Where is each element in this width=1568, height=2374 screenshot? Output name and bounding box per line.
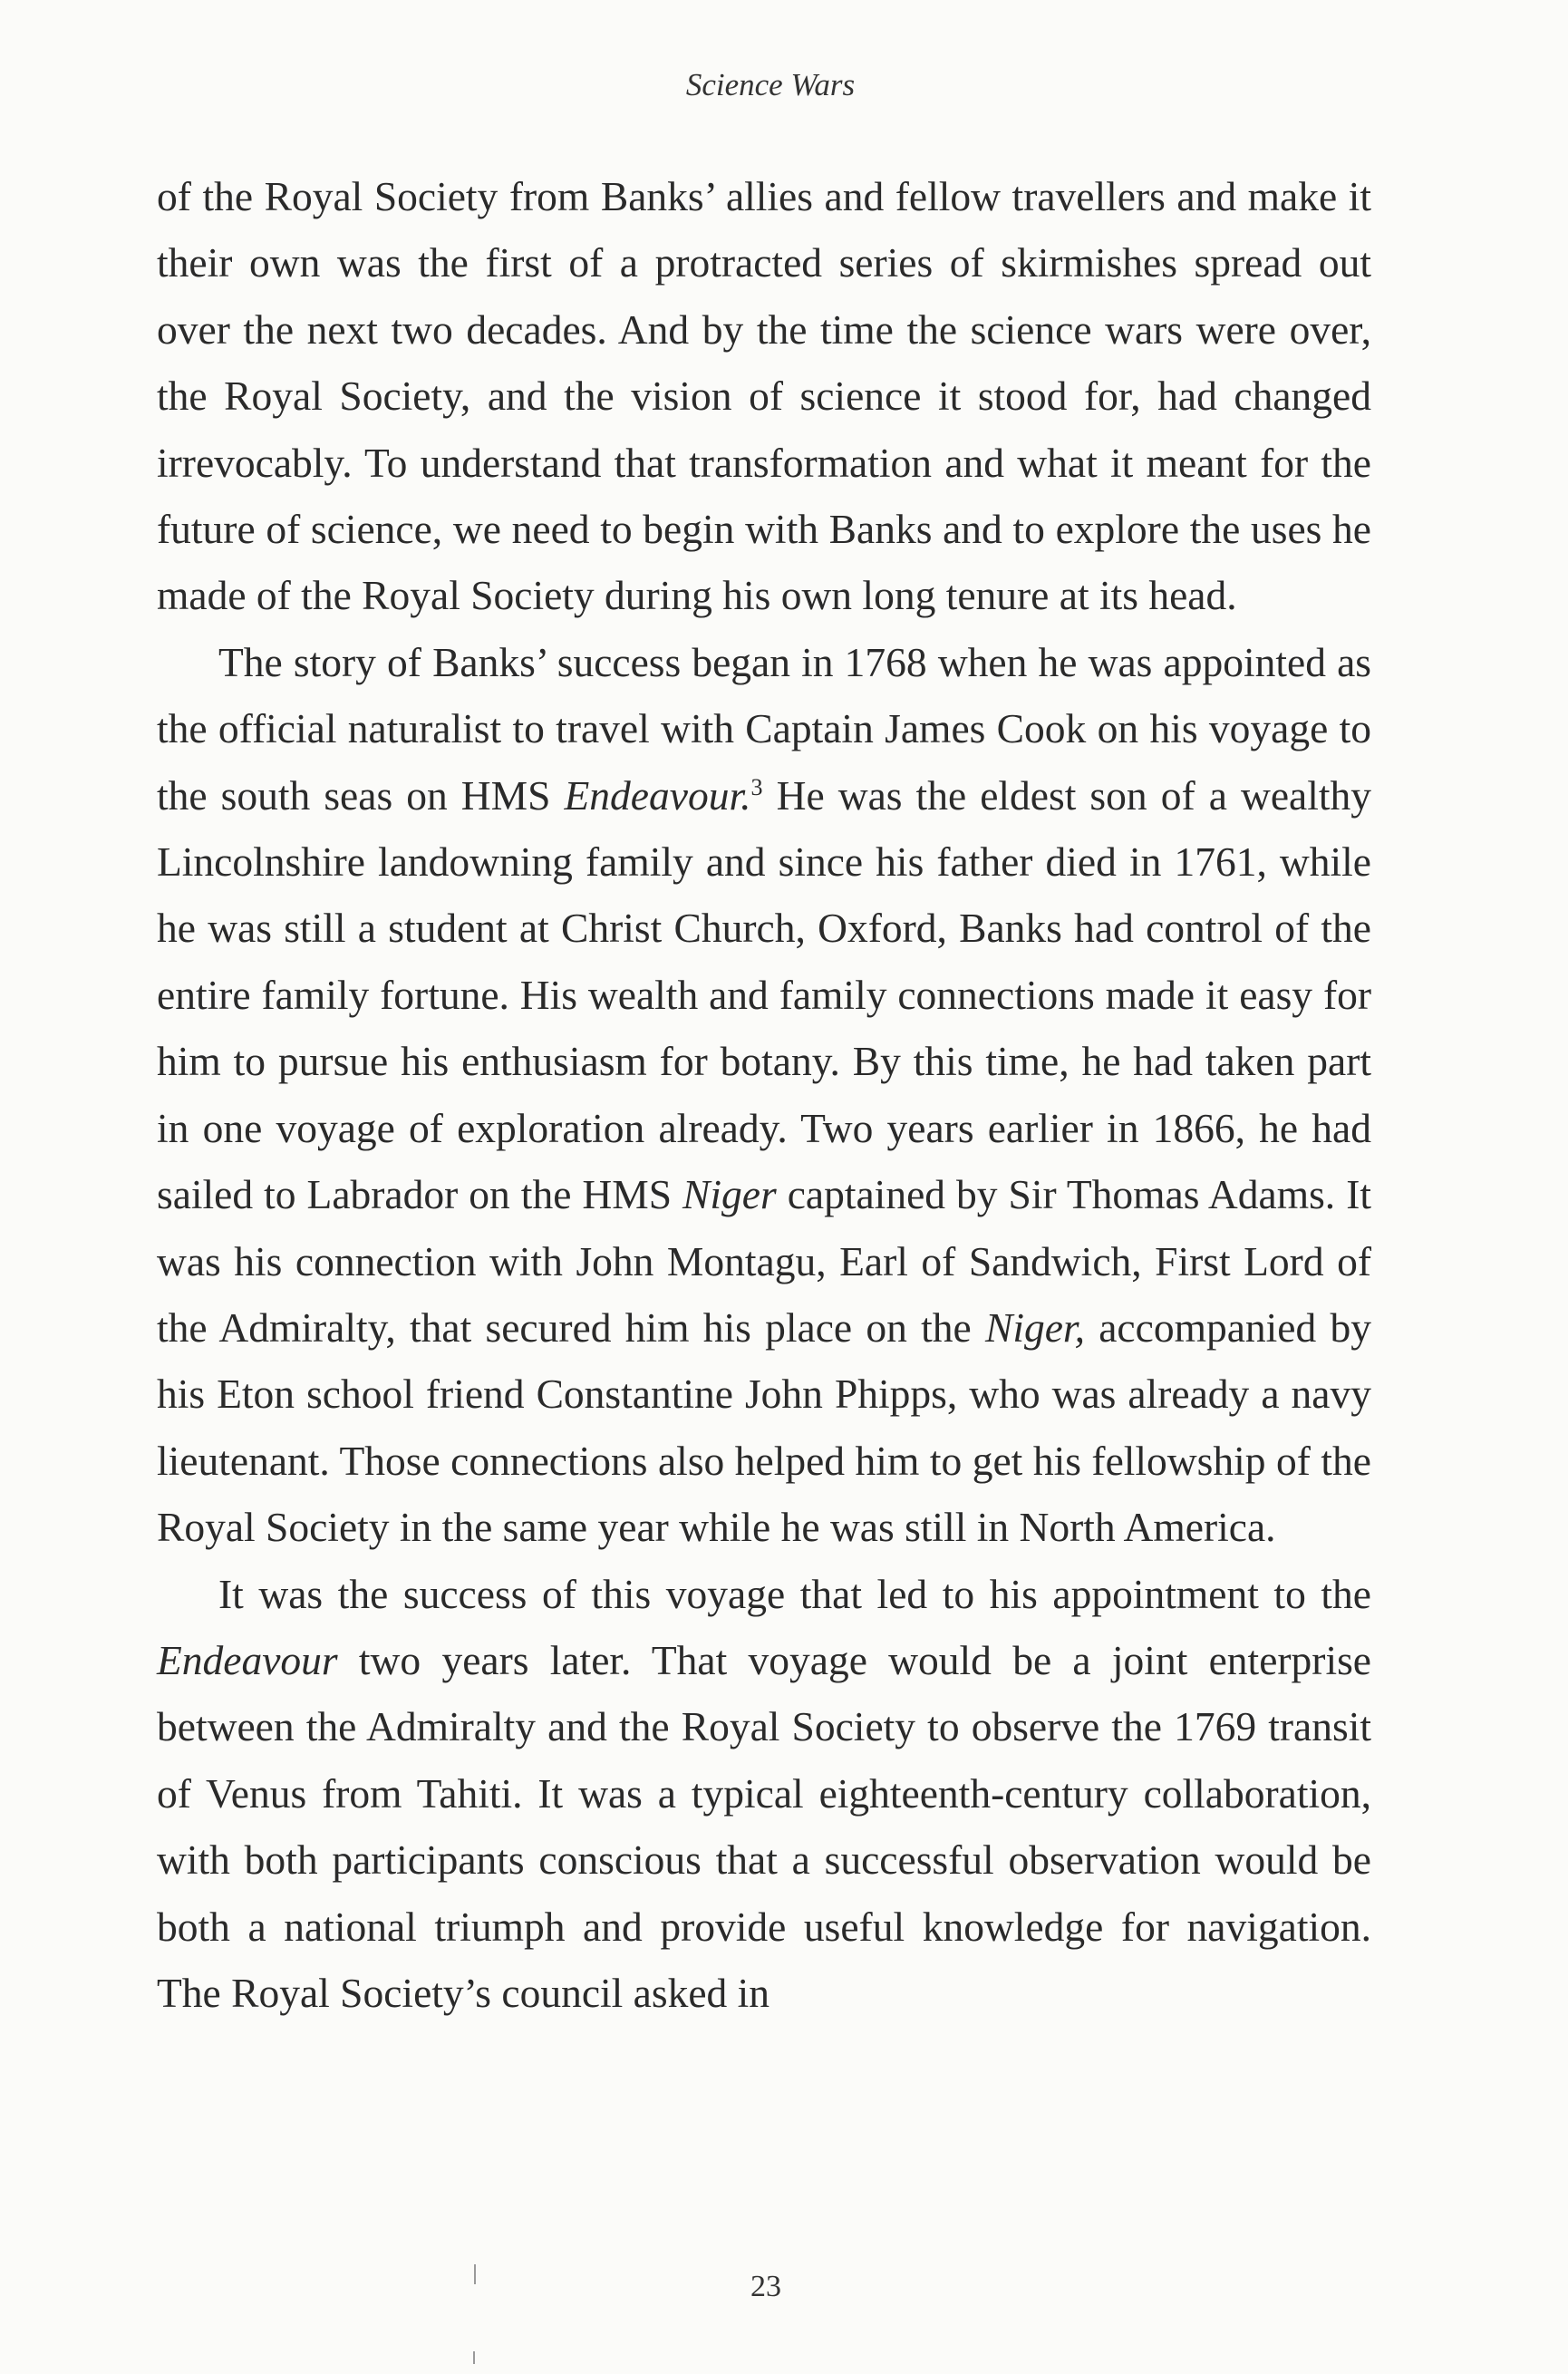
text-run: accompanied by his Eton school friend Constantine John Phipps, who was already a navy lieutenant. Those connections also helped him to get his fellowship of the Royal Society in the same year while he was still in North America. (157, 1303, 1371, 1551)
paragraph (157, 629, 1371, 1561)
footnote-marker: 3 (750, 773, 763, 800)
page-number: 23 (750, 2270, 781, 2303)
ship-name-italic: Niger, (984, 1303, 1085, 1351)
paragraph (157, 163, 1371, 629)
text-run: captained by Sir Thomas Adams. It was his connection with John Montagu, Earl of Sandwich, First Lord of the Admiralty, that secured him his place on the (157, 1171, 1371, 1351)
text-run: It was the success of this voyage that led to his appointment to the (218, 1570, 1371, 1617)
scan-artifact-mark (474, 2264, 476, 2284)
ship-name-italic: Endeavour. (564, 771, 751, 819)
text-run: of the Royal Society from Banks’ allies and fellow travellers and make it their own was the first of a protracted series of skirmishes spread out over the next two decades. And by the time the science wars were over, the Royal Society, and the vision of science it stood for, had changed irrevocably. To understand that transformation and what it meant for the future of science, we need to begin with Banks and to explore the uses he made of the Royal Society during his own long tenure at its head. (157, 173, 1371, 619)
text-run: two years later. That voyage would be a joint enterprise between the Admiralty and the Royal Society to observe the 1769 transit of Venus from Tahiti. It was a typical eighteenth-century collaboration, with both participants conscious that a successful observation would be both a national triumph and provide useful knowledge for navigation. The Royal Society’s council asked in (157, 1636, 1371, 2016)
scan-artifact-mark (473, 2351, 475, 2364)
text-run: He was the eldest son of a wealthy Lincolnshire landowning family and since his father died in 1761, while he was still a student at Christ Church, Oxford, Banks had control of the entire family fortune. His wealth and family connections made it easy for him to pursue his enthusiasm for botany. By this time, he had taken part in one voyage of exploration already. Two years earlier in 1866, he had sailed to Labrador on the HMS (157, 771, 1372, 1218)
paragraph (157, 1561, 1371, 2027)
running-head: Science Wars (685, 67, 856, 102)
text-run: The story of Banks’ success began in 1768 when he was appointed as the official naturalist to travel with Captain James Cook on his voyage to the south seas on HMS (157, 638, 1371, 819)
body-text (157, 163, 1371, 2026)
ship-name-italic: Endeavour (157, 1636, 338, 1683)
ship-name-italic: Niger (682, 1171, 777, 1218)
